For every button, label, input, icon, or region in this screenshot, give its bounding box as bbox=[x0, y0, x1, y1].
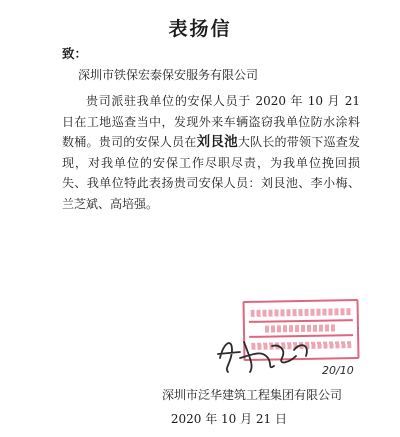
letter-title: 表扬信 bbox=[168, 18, 232, 40]
letter-date: 2020 年 10 月 21 日 bbox=[170, 412, 287, 426]
signature-date: 20/10 bbox=[322, 364, 354, 376]
handwritten-signature bbox=[210, 328, 360, 376]
highlighted-name: 刘艮池 bbox=[196, 134, 238, 150]
body-text-part1: 贵司派驻我单位的安保人员于 2020 年 10 月 21 日在工地巡查当中，发现外来车辆盗窃我单位防水涂料数桶。贵司的安保人员在 bbox=[62, 94, 360, 149]
stamp-text-line bbox=[251, 308, 351, 317]
sender-company: 深圳市泛华建筑工程集团有限公司 bbox=[161, 388, 342, 402]
body-text-part2: 大队长的带领下巡查发现，对我单位的安保工作尽职尽责，为我单位挽回损失、我单位特此表扬贵司安保人员：刘艮池、李小梅、兰芝斌、高培强。 bbox=[62, 135, 360, 211]
recipient-name: 深圳市铁保宏泰保安服务有限公司 bbox=[78, 68, 259, 82]
stamp-divider bbox=[249, 319, 353, 322]
letter-body bbox=[62, 91, 360, 214]
salutation: 致： bbox=[62, 46, 88, 61]
